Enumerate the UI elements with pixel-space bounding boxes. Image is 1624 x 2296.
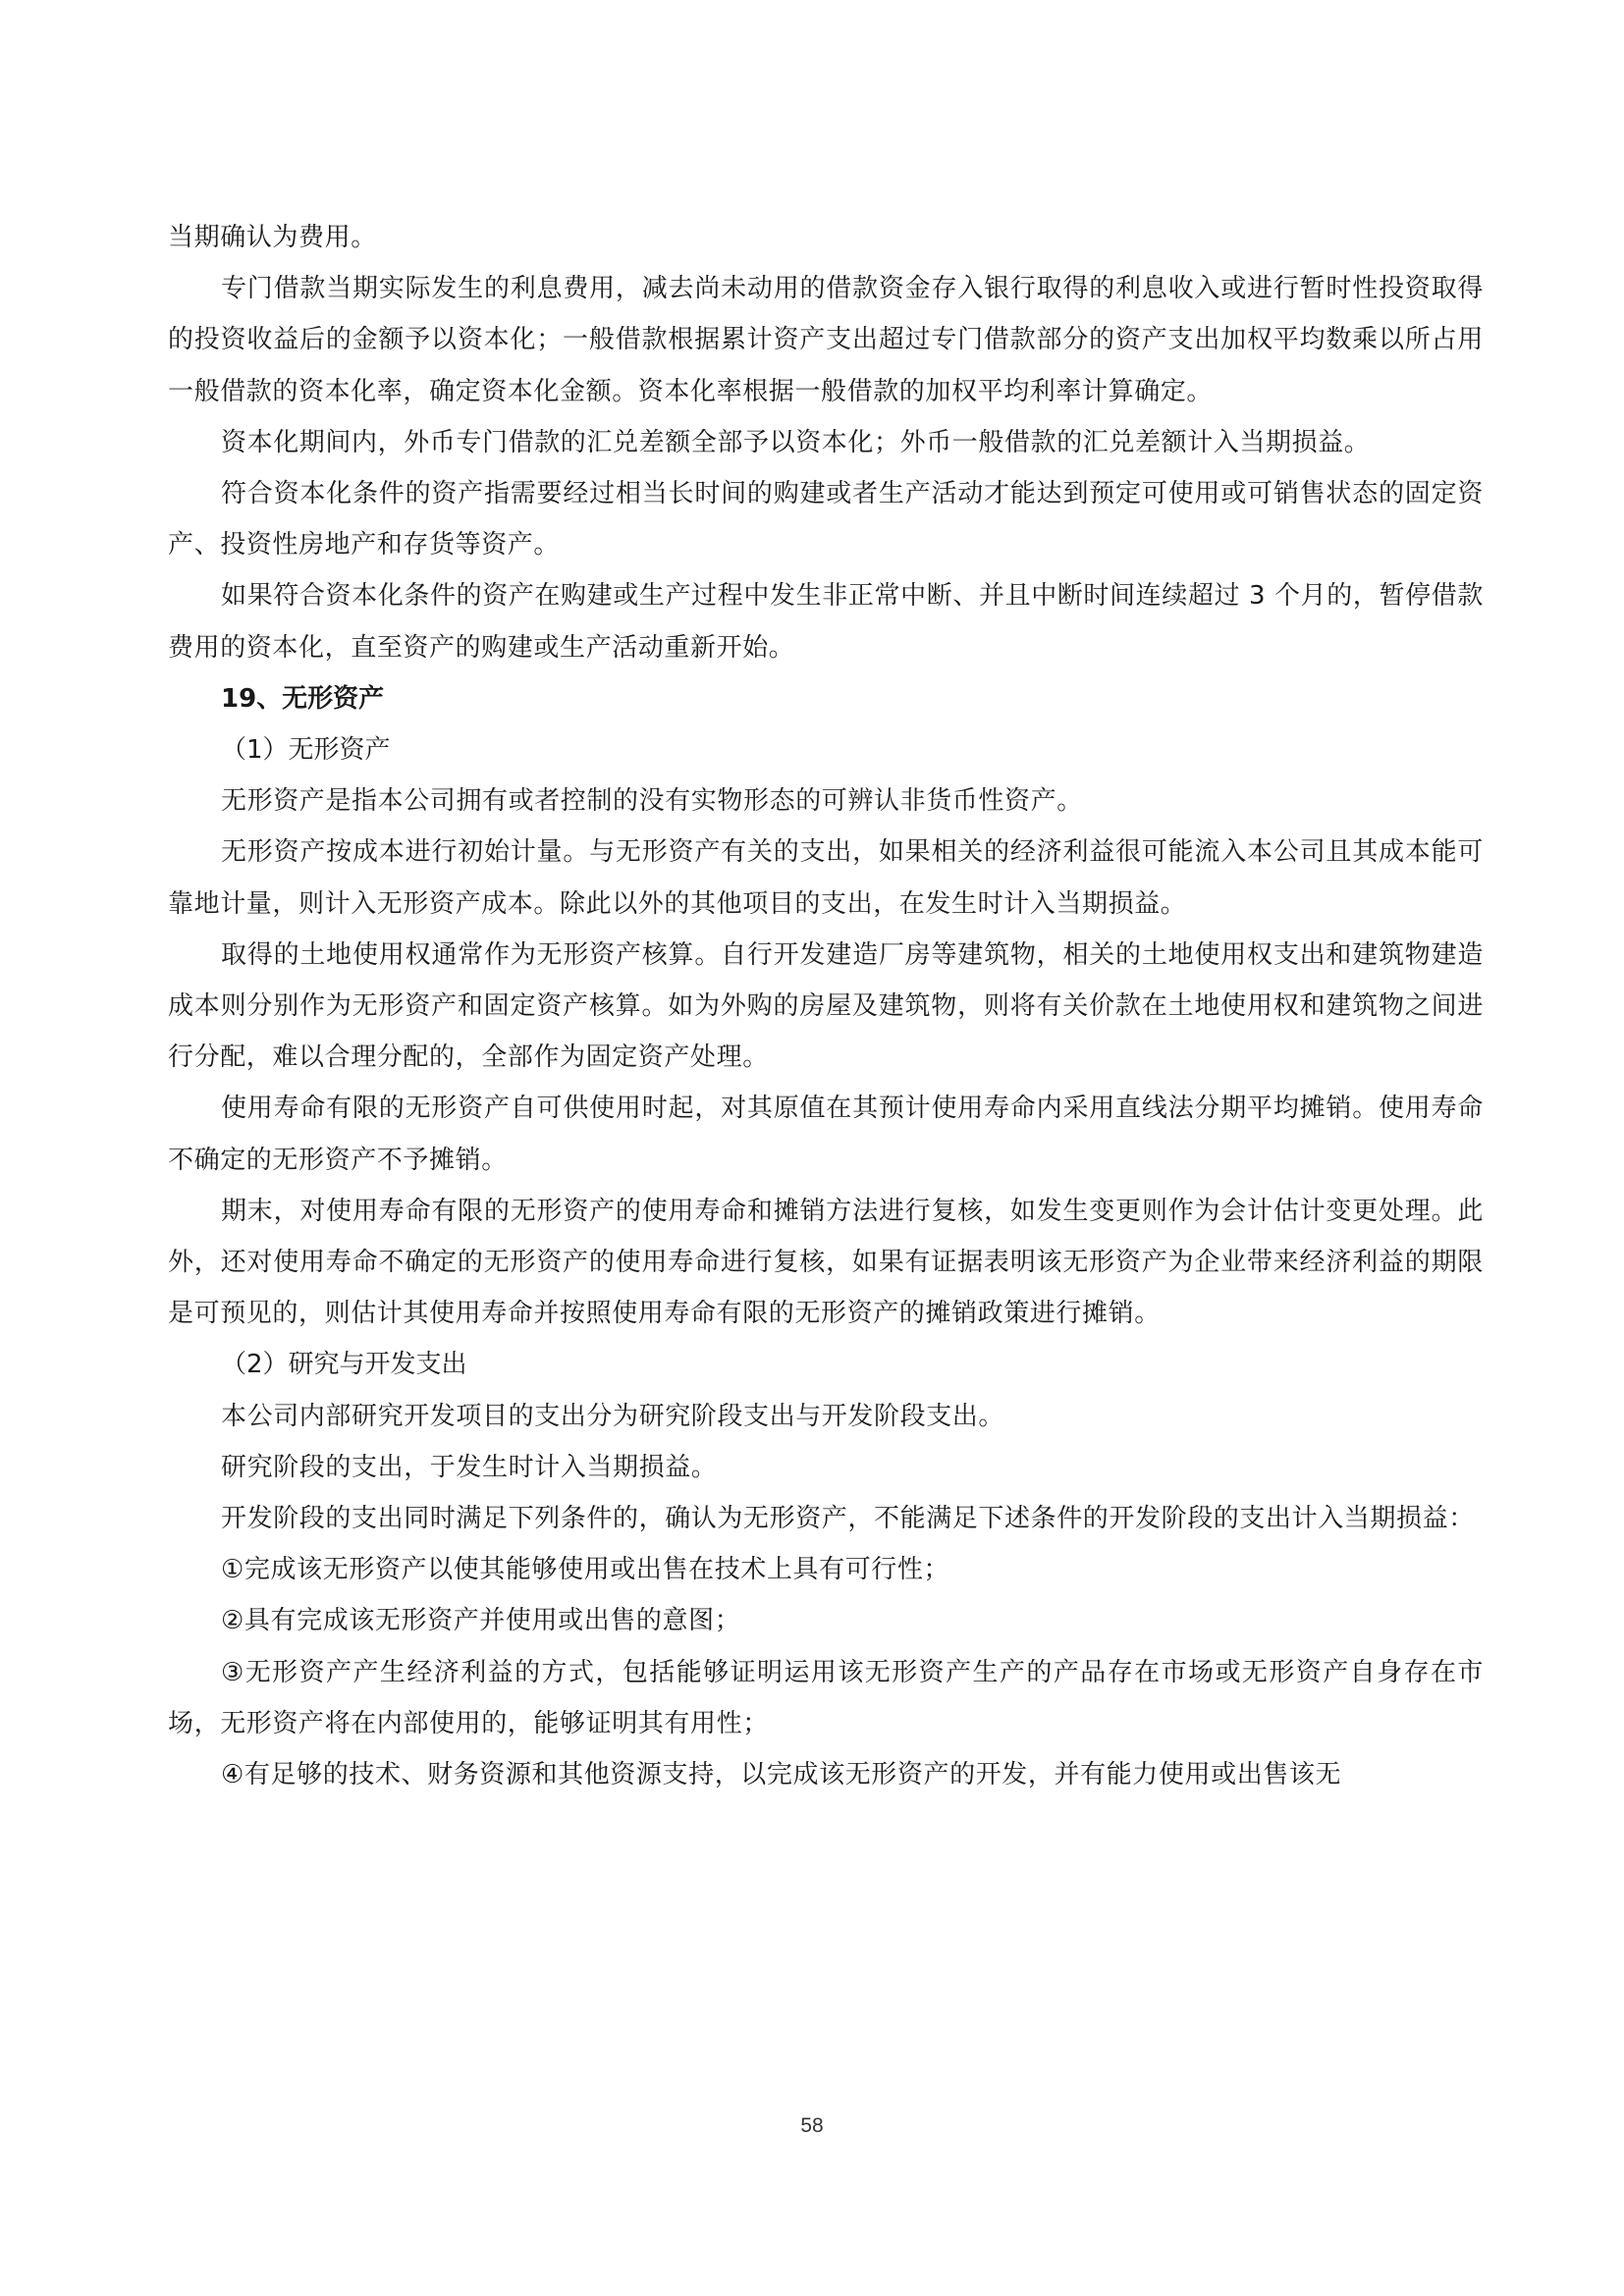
list-item: ②具有完成该无形资产并使用或出售的意图； xyxy=(221,1606,741,1636)
subsection-heading: （2）研究与开发支出 xyxy=(221,1350,467,1380)
paragraph: 无形资产按成本进行初始计量。与无形资产有关的支出，如果相关的经济利益很可能流入本公司且其成本能可靠地计量，则计入无形资产成本。除此以外的其他项目的支出，在发生时计入当期损益。 xyxy=(168,837,1484,919)
paragraph: 使用寿命有限的无形资产自可供使用时起，对其原值在其预计使用寿命内采用直线法分期平均摊销。使用寿命不确定的无形资产不予摊销。 xyxy=(168,1094,1484,1175)
subsection-heading: （1）无形资产 xyxy=(221,735,391,766)
paragraph: 符合资本化条件的资产指需要经过相当长时间的购建或者生产活动才能达到预定可使用或可销售状态的固定资产、投资性房地产和存货等资产。 xyxy=(168,479,1484,561)
section-heading: 19、无形资产 xyxy=(221,683,385,714)
paragraph: 取得的土地使用权通常作为无形资产核算。自行开发建造厂房等建筑物，相关的土地使用权支出和建筑物建造成本则分别作为无形资产和固定资产核算。如为外购的房屋及建筑物，则将有关价款在土地使用权和建筑物之间进行分配，难以合理分配的，全部作为固定资产处理。 xyxy=(168,939,1484,1073)
paragraph: 资本化期间内，外币专门借款的汇兑差额全部予以资本化；外币一般借款的汇兑差额计入当期损益。 xyxy=(221,427,1371,457)
paragraph: 当期确认为费用。 xyxy=(168,223,377,252)
paragraph: 研究阶段的支出，于发生时计入当期损益。 xyxy=(221,1452,718,1482)
list-item: ①完成该无形资产以使其能够使用或出售在技术上具有可行性； xyxy=(221,1555,950,1585)
paragraph: 开发阶段的支出同时满足下列条件的，确认为无形资产，不能满足下述条件的开发阶段的支出计入当期损益： xyxy=(221,1504,1475,1534)
list-item: ④有足够的技术、财务资源和其他资源支持，以完成该无形资产的开发，并有能力使用或出售该无 xyxy=(221,1760,1342,1790)
page-body xyxy=(168,212,1484,1800)
list-item: ③无形资产产生经济利益的方式，包括能够证明运用该无形资产生产的产品存在市场或无形资产自身存在市场，无形资产将在内部使用的，能够证明其有用性； xyxy=(168,1657,1484,1738)
paragraph: 本公司内部研究开发项目的支出分为研究阶段支出与开发阶段支出。 xyxy=(221,1401,1005,1431)
page-number: 58 xyxy=(800,2114,824,2137)
paragraph: 专门借款当期实际发生的利息费用，减去尚未动用的借款资金存入银行取得的利息收入或进行暂时性投资取得的投资收益后的金额予以资本化；一般借款根据累计资产支出超过专门借款部分的资产支出加权平均数乘以所占用一般借款的资本化率，确定资本化金额。资本化率根据一般借款的加权平均利率计算确定。 xyxy=(168,274,1484,406)
paragraph: 无形资产是指本公司拥有或者控制的没有实物形态的可辨认非货币性资产。 xyxy=(221,786,1083,817)
paragraph: 期末，对使用寿命有限的无形资产的使用寿命和摊销方法进行复核，如发生变更则作为会计估计变更处理。此外，还对使用寿命不确定的无形资产的使用寿命进行复核，如果有证据表明该无形资产为企业带来经济利益的期限是可预见的，则估计其使用寿命并按照使用寿命有限的无形资产的摊销政策进行摊销。 xyxy=(168,1196,1484,1329)
paragraph: 如果符合资本化条件的资产在购建或生产过程中发生非正常中断、并且中断时间连续超过 3 个月的，暂停借款费用的资本化，直至资产的购建或生产活动重新开始。 xyxy=(168,581,1484,663)
